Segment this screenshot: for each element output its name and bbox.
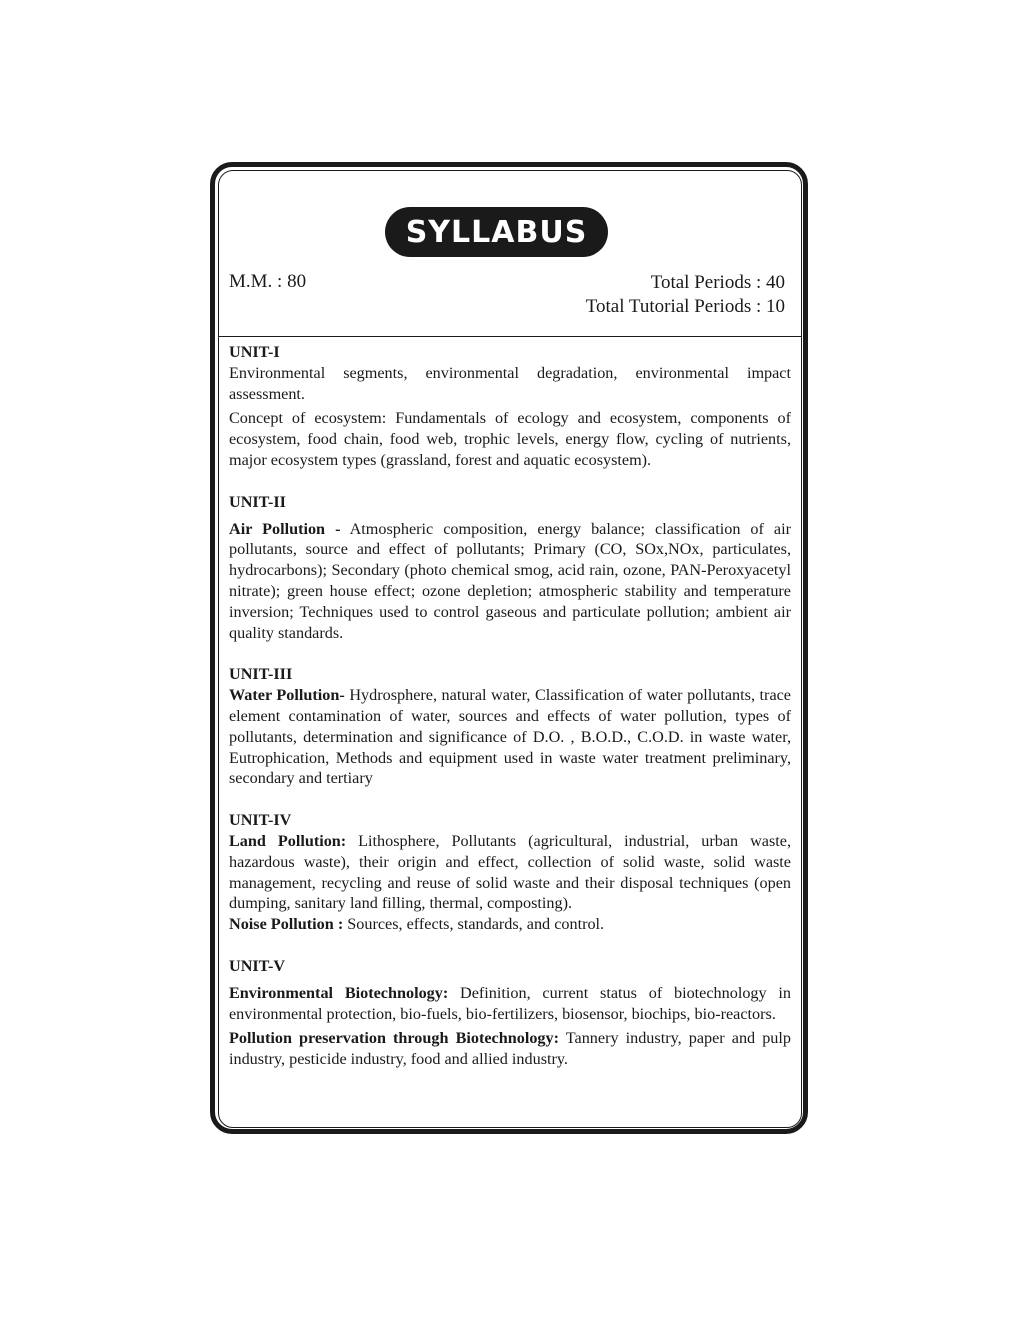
unit-paragraph xyxy=(229,914,791,935)
paragraph-text: Definition, current status of biotechnology in environmental protection, bio-fuels, bio-fertilizers, biosensor, biochips, bio-reactors. xyxy=(229,983,791,1023)
unit-1 xyxy=(229,342,791,471)
paragraph-text: Hydrosphere, natural water, Classification of water pollutants, trace element contamination of water, sources and effects of water pollution, types of pollutants, determination and significance of D.O. , B.O.D., C.O.D. in waste water, Eutrophication, Methods and equipment used in waste water treatment preliminary, secondary and tertiary xyxy=(229,686,791,788)
header-divider xyxy=(219,336,801,337)
paragraph-lead: Noise Pollution : xyxy=(229,915,344,934)
paragraph-text: Lithosphere, Pollutants (agricultural, industrial, urban waste, hazardous waste), their origin and effect, collection of solid waste, solid waste management, recycling and reuse of solid waste and their disposal techniques (open dumping, sanitary land filling, thermal, composting). xyxy=(229,831,791,913)
unit-5 xyxy=(229,956,791,1070)
unit-3 xyxy=(229,664,791,789)
total-tutorial-periods: Total Tutorial Periods : 10 xyxy=(585,296,785,317)
unit-paragraph xyxy=(229,519,791,644)
paragraph-text: Tannery industry, paper and pulp industry, pesticide industry, food and allied industry. xyxy=(229,1029,791,1069)
unit-title: UNIT-IV xyxy=(229,811,292,830)
syllabus-content xyxy=(229,342,791,1070)
unit-paragraph xyxy=(229,831,791,914)
max-marks: M.M. : 80 xyxy=(229,271,307,292)
total-periods: Total Periods : 40 xyxy=(650,272,785,293)
unit-paragraph xyxy=(229,983,791,1025)
paragraph-lead: Water Pollution- xyxy=(229,686,345,705)
paragraph-text: Atmospheric composition, energy balance; classification of air pollutants, source and effect of pollutants; Primary (CO, SOx,NOx, particulates, hydrocarbons); Secondary (photo chemical smog, acid rain, ozone, PAN-Peroxyacetyl nitrate); green house effect; ozone depletion; atmospheric stability and temperature inversion; Techniques used to control gaseous and particulate pollution; ambient air quality standards. xyxy=(229,519,792,642)
unit-paragraph xyxy=(229,408,791,470)
paragraph-text: Environmental segments, environmental degradation, environmental impact assessment. xyxy=(229,363,791,403)
unit-2 xyxy=(229,492,791,644)
unit-paragraph xyxy=(229,1028,791,1070)
unit-title: UNIT-V xyxy=(229,956,286,975)
paragraph-lead: Air Pollution - xyxy=(229,519,341,538)
paragraph-text: Concept of ecosystem: Fundamentals of ecology and ecosystem, components of ecosystem, food chain, food web, trophic levels, energy flow, cycling of nutrients, major ecosystem types (grassland, forest and aquatic ecosystem). xyxy=(229,409,791,469)
unit-title: UNIT-III xyxy=(229,665,293,684)
unit-paragraph xyxy=(229,685,791,789)
paragraph-lead: Pollution preservation through Biotechnology: xyxy=(229,1029,559,1048)
periods-block xyxy=(586,271,785,319)
paragraph-lead: Environmental Biotechnology: xyxy=(229,983,449,1002)
paragraph-text: Sources, effects, standards, and control. xyxy=(343,915,605,934)
unit-title: UNIT-II xyxy=(229,492,286,511)
paragraph-lead: Land Pollution: xyxy=(229,831,347,850)
unit-title: UNIT-I xyxy=(229,343,280,361)
syllabus-title: SYLLABUS xyxy=(385,207,608,257)
unit-4 xyxy=(229,810,791,935)
unit-paragraph xyxy=(229,363,791,405)
